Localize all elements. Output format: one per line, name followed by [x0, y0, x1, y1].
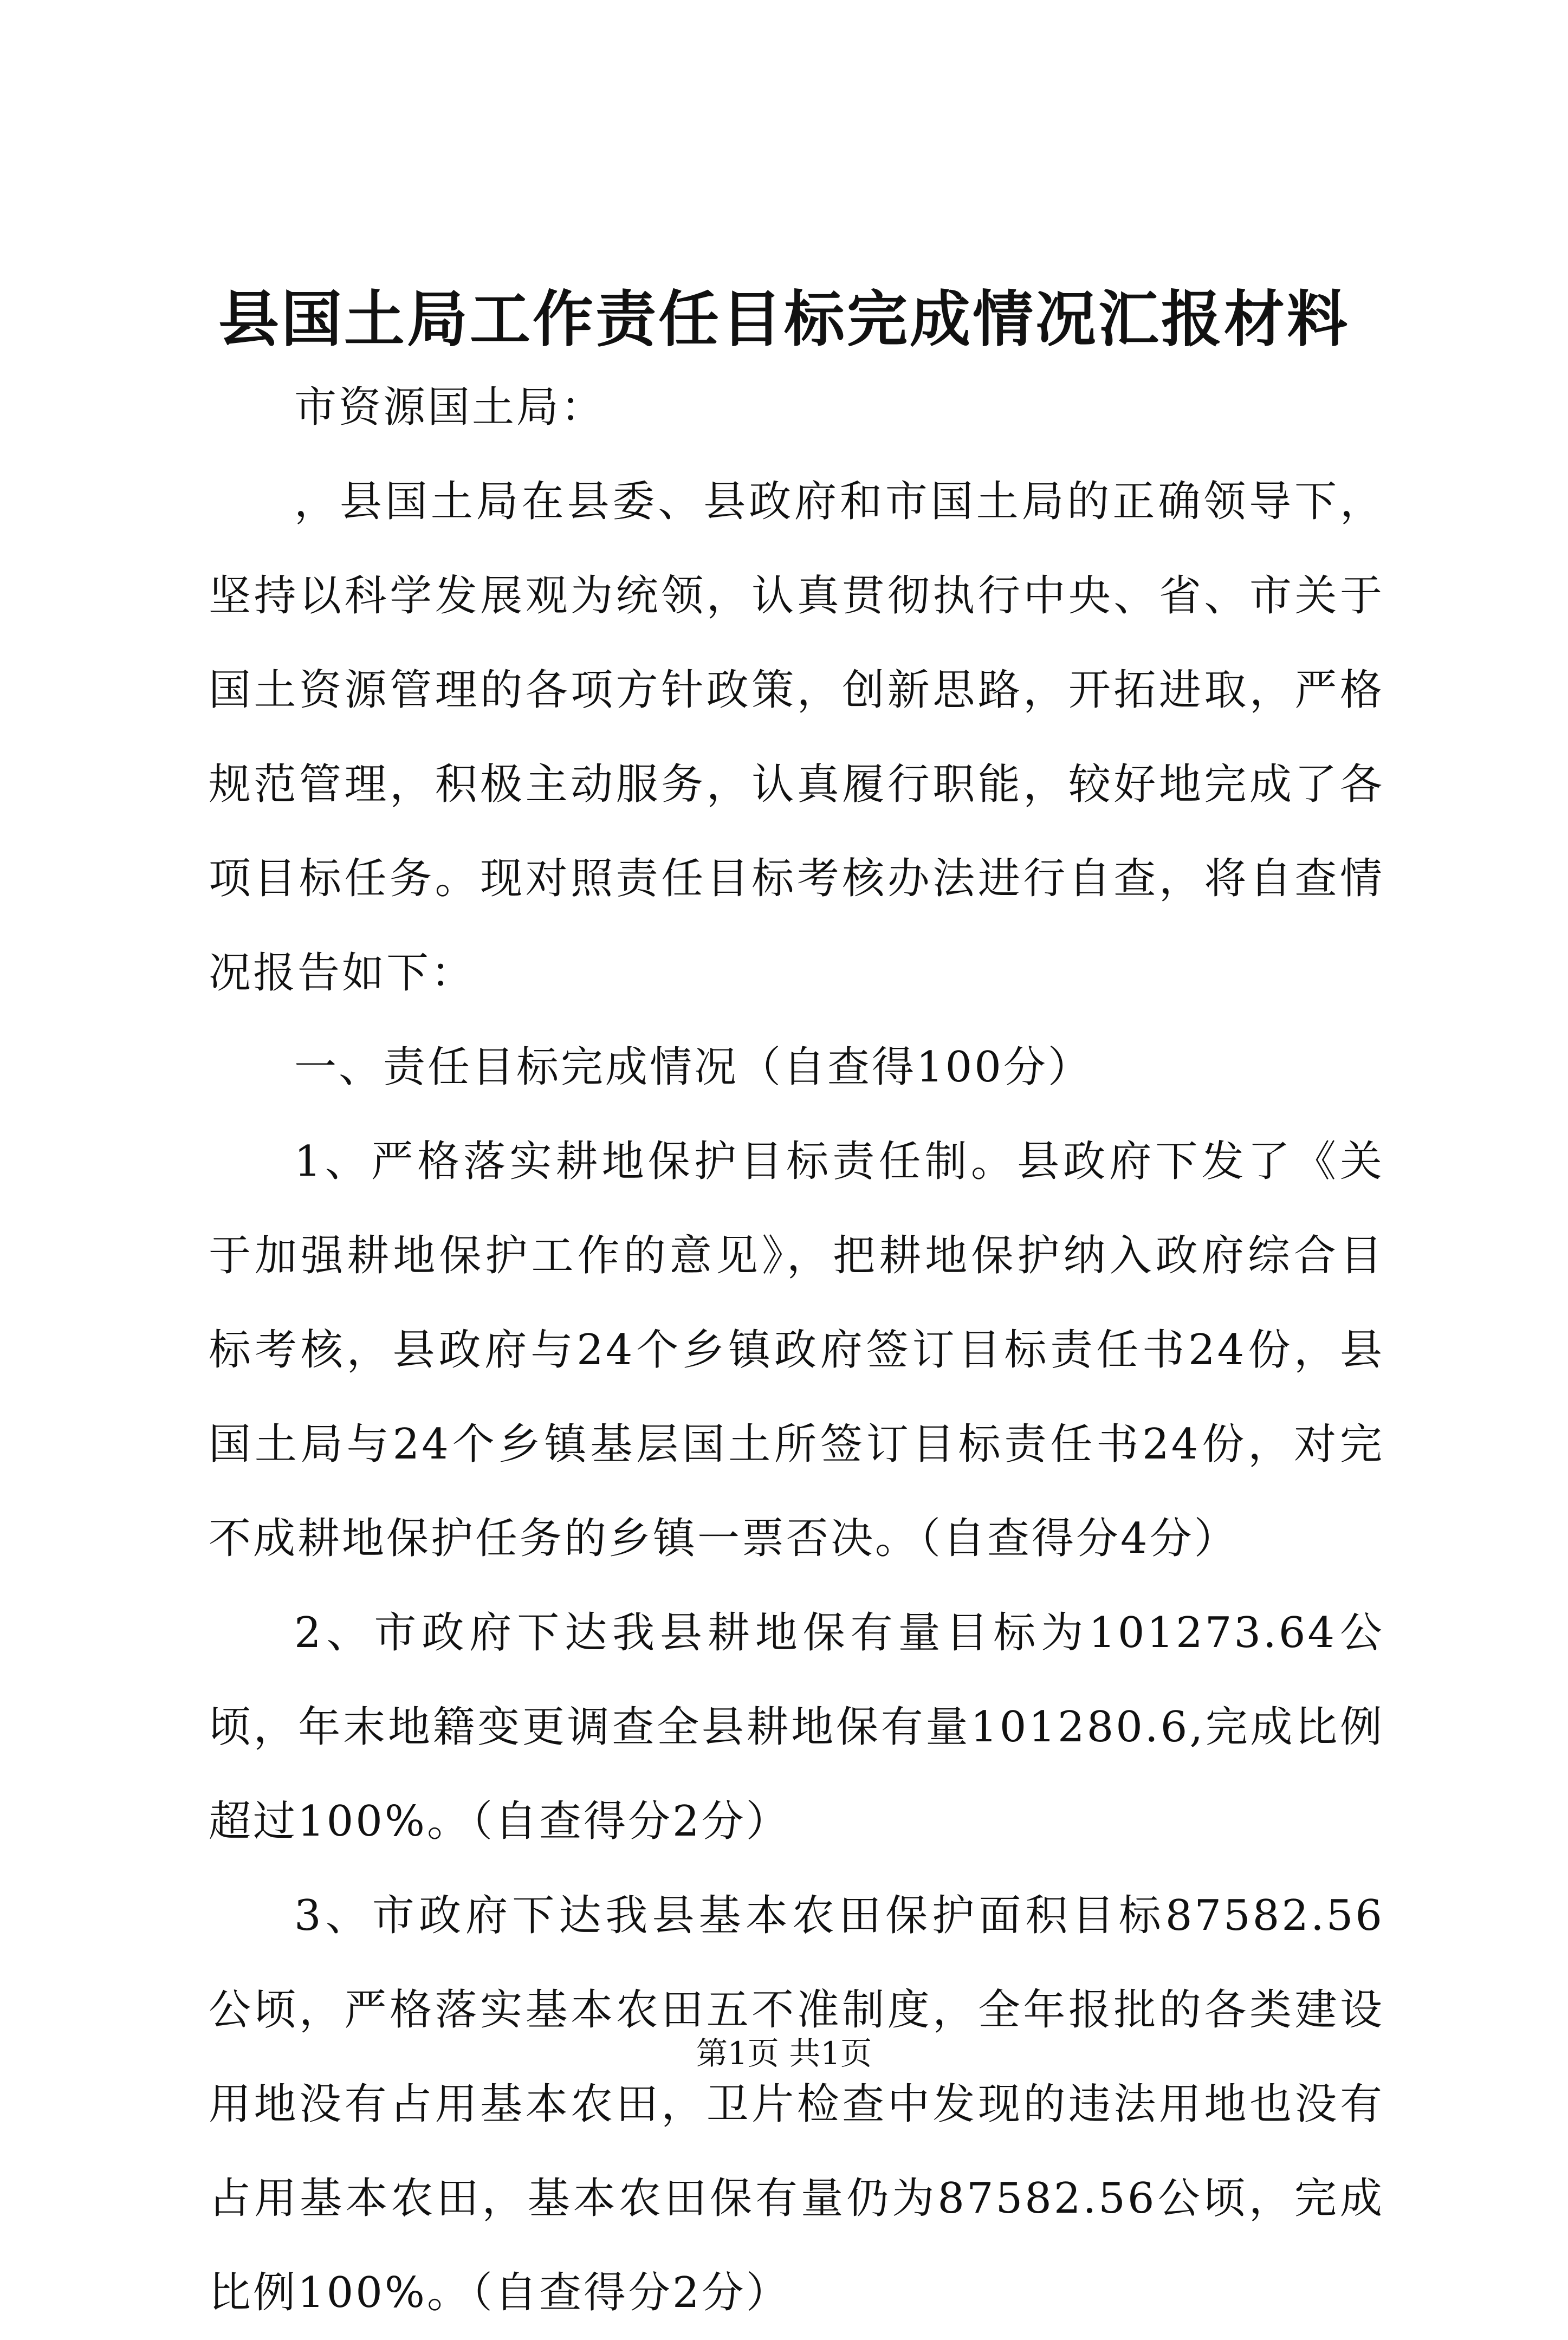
paragraph-item-2: 2、市政府下达我县耕地保有量目标为101273.64公顷，年末地籍变更调查全县耕地保有量101280.6,完成比例超过100%。（自查得分2分）: [209, 1609, 1384, 1846]
salutation: 市资源国土局：: [294, 383, 606, 432]
paragraph-intro: ，县国土局在县委、县政府和市国土局的正确领导下，坚持以科学发展观为统领，认真贯彻执行中央、省、市关于国土资源管理的各项方针政策，创新思路，开拓进取，严格规范管理，积极主动服务，认真履行职能，较好地完成了各项目标任务。现对照责任目标考核办法进行自查，将自查情况报告如下：: [209, 477, 1384, 997]
page-footer: [0, 2029, 1568, 2078]
page-number-label: 第1页 共1页: [696, 2035, 872, 2072]
paragraph-item-1: 1、严格落实耕地保护目标责任制。县政府下发了《关于加强耕地保护工作的意见》，把耕地保护纳入政府综合目标考核，县政府与24个乡镇政府签订目标责任书24份，县国土局与24个乡镇基层国土所签订目标责任书24份，对完不成耕地保护任务的乡镇一票否决。（自查得分4分）: [209, 1137, 1384, 1563]
document-title: 县国土局工作责任目标完成情况汇报材料: [218, 284, 1350, 355]
section-heading: 一、责任目标完成情况（自查得100分）: [294, 1043, 1092, 1092]
paragraph-item-3: 3、市政府下达我县基本农田保护面积目标87582.56公顷，严格落实基本农田五不准制度，全年报批的各类建设用地没有占用基本农田，卫片检查中发现的违法用地也没有占用基本农田，基本农田保有量仍为87582.56公顷，完成比例100%。（自查得分2分）: [209, 1891, 1384, 2317]
